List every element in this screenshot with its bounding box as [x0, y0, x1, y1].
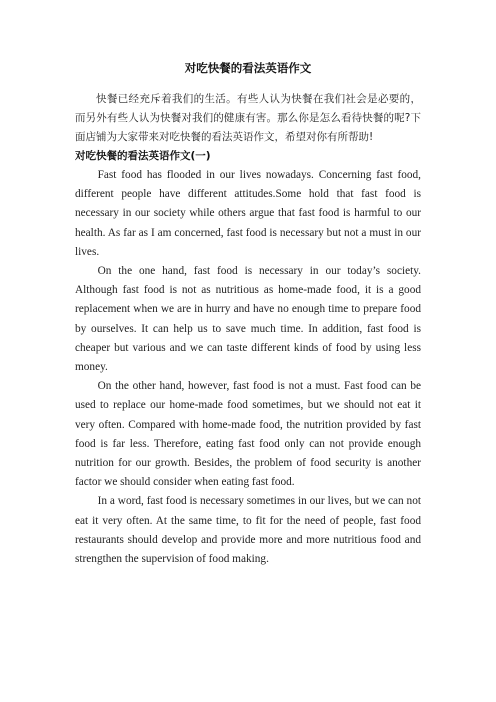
essay-paragraph-4: In a word, fast food is necessary sometimes in our lives, but we can not eat it very often. At the same time, to fit for the need of people, fast food restaurants should develop and provide more and more nutritious food and strengthen the supervision of food making. — [75, 495, 421, 566]
essay-subheading: 对吃快餐的看法英语作文(一) — [75, 150, 211, 162]
essay-paragraph-1: Fast food has flooded in our lives nowadays. Concerning fast food, different people have different attitudes.Some hold that fast food is necessary in our society while others argue that fast food is harmful to our health. As far as I am concerned, fast food is necessary but not a must in our lives. — [75, 169, 421, 258]
essay-paragraph-3: On the other hand, however, fast food is not a must. Fast food can be used to replace our home-made food sometimes, but we should not eat it very often. Compared with home-made food, the nutrition provided by fast food is far less. Therefore, eating fast food only can not provide enough nutrition for our growth. Besides, the problem of food security is another factor we should consider when eating fast food. — [75, 380, 421, 489]
document-title: 对吃快餐的看法英语作文 — [184, 61, 312, 75]
essay-paragraph-2: On the one hand, fast food is necessary in our today’s society. Although fast food is not as nutritious as home-made food, it is a good replacement when we are in hurry and have no enough time to prepare food by ourselves. It can help us to save much time. In addition, fast food is cheaper but various and we can taste different kinds of food by using less money. — [75, 265, 421, 374]
document-page — [75, 60, 421, 569]
intro-paragraph: 快餐已经充斥着我们的生活。有些人认为快餐在我们社会是必要的，而另外有些人认为快餐对我们的健康有害。那么你是怎么看待快餐的呢?下面店铺为大家带来对吃快餐的看法英语作文，希望对你有所帮助! — [75, 93, 421, 143]
